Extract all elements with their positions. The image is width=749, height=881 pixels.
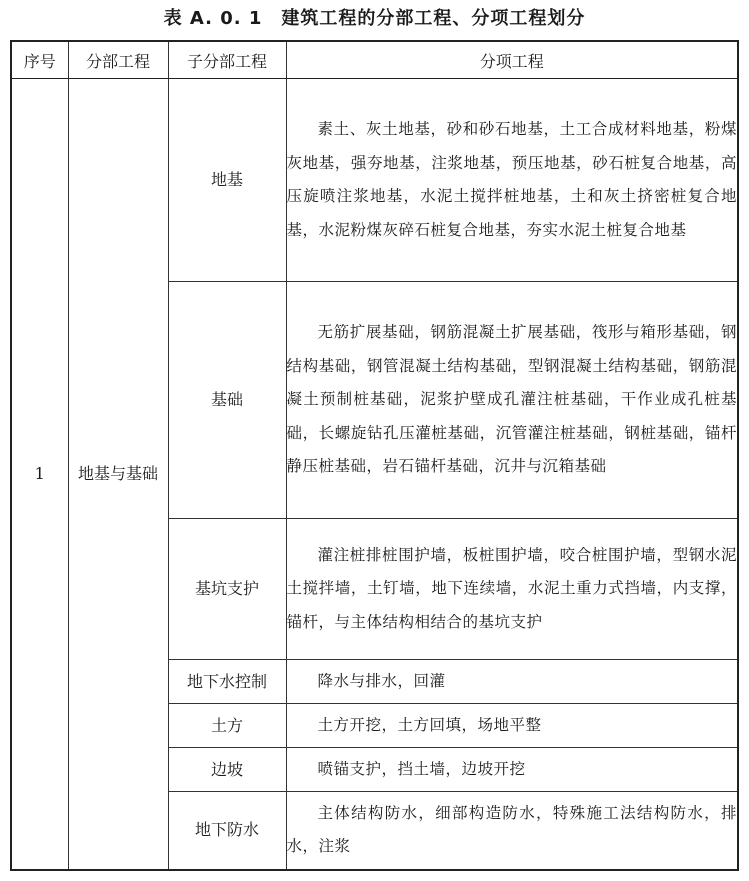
cell-items: 灌注桩排桩围护墙，板桩围护墙，咬合桩围护墙，型钢水泥土搅拌墙，土钉墙，地下连续墙，水泥土重力式挡墙，内支撑，锚杆，与主体结构相结合的基坑支护 bbox=[286, 519, 738, 660]
cell-subdivision: 基础 bbox=[168, 282, 286, 519]
cell-no: 1 bbox=[11, 79, 68, 870]
table-title: 表 A. 0. 1 建筑工程的分部工程、分项工程划分 bbox=[163, 8, 586, 29]
table-header-row bbox=[11, 41, 738, 79]
cell-subdivision: 地基 bbox=[168, 79, 286, 282]
cell-items: 主体结构防水，细部构造防水，特殊施工法结构防水，排水，注浆 bbox=[286, 792, 738, 870]
header-items: 分项工程 bbox=[286, 41, 738, 79]
cell-division: 地基与基础 bbox=[68, 79, 168, 870]
cell-items: 喷锚支护，挡土墙，边坡开挖 bbox=[286, 748, 738, 792]
cell-items: 降水与排水，回灌 bbox=[286, 660, 738, 704]
cell-subdivision: 地下防水 bbox=[168, 792, 286, 870]
cell-subdivision: 土方 bbox=[168, 704, 286, 748]
header-no: 序号 bbox=[11, 41, 68, 79]
division-table bbox=[10, 40, 739, 871]
cell-items: 无筋扩展基础，钢筋混凝土扩展基础，筏形与箱形基础，钢结构基础，钢管混凝土结构基础，型钢混凝土结构基础，钢筋混凝土预制桩基础，泥浆护壁成孔灌注桩基础，干作业成孔桩基础，长螺旋钻孔压灌桩基础，沉管灌注桩基础，钢桩基础，锚杆静压桩基础，岩石锚杆基础，沉井与沉箱基础 bbox=[286, 282, 738, 519]
header-division: 分部工程 bbox=[68, 41, 168, 79]
cell-subdivision: 地下水控制 bbox=[168, 660, 286, 704]
cell-items: 土方开挖，土方回填，场地平整 bbox=[286, 704, 738, 748]
header-subdivision: 子分部工程 bbox=[168, 41, 286, 79]
cell-subdivision: 边坡 bbox=[168, 748, 286, 792]
table-row bbox=[11, 79, 738, 282]
cell-items: 素土、灰土地基，砂和砂石地基，土工合成材料地基，粉煤灰地基，强夯地基，注浆地基，预压地基，砂石桩复合地基，高压旋喷注浆地基，水泥土搅拌桩地基，土和灰土挤密桩复合地基，水泥粉煤灰碎石桩复合地基，夯实水泥土桩复合地基 bbox=[286, 79, 738, 282]
cell-subdivision: 基坑支护 bbox=[168, 519, 286, 660]
